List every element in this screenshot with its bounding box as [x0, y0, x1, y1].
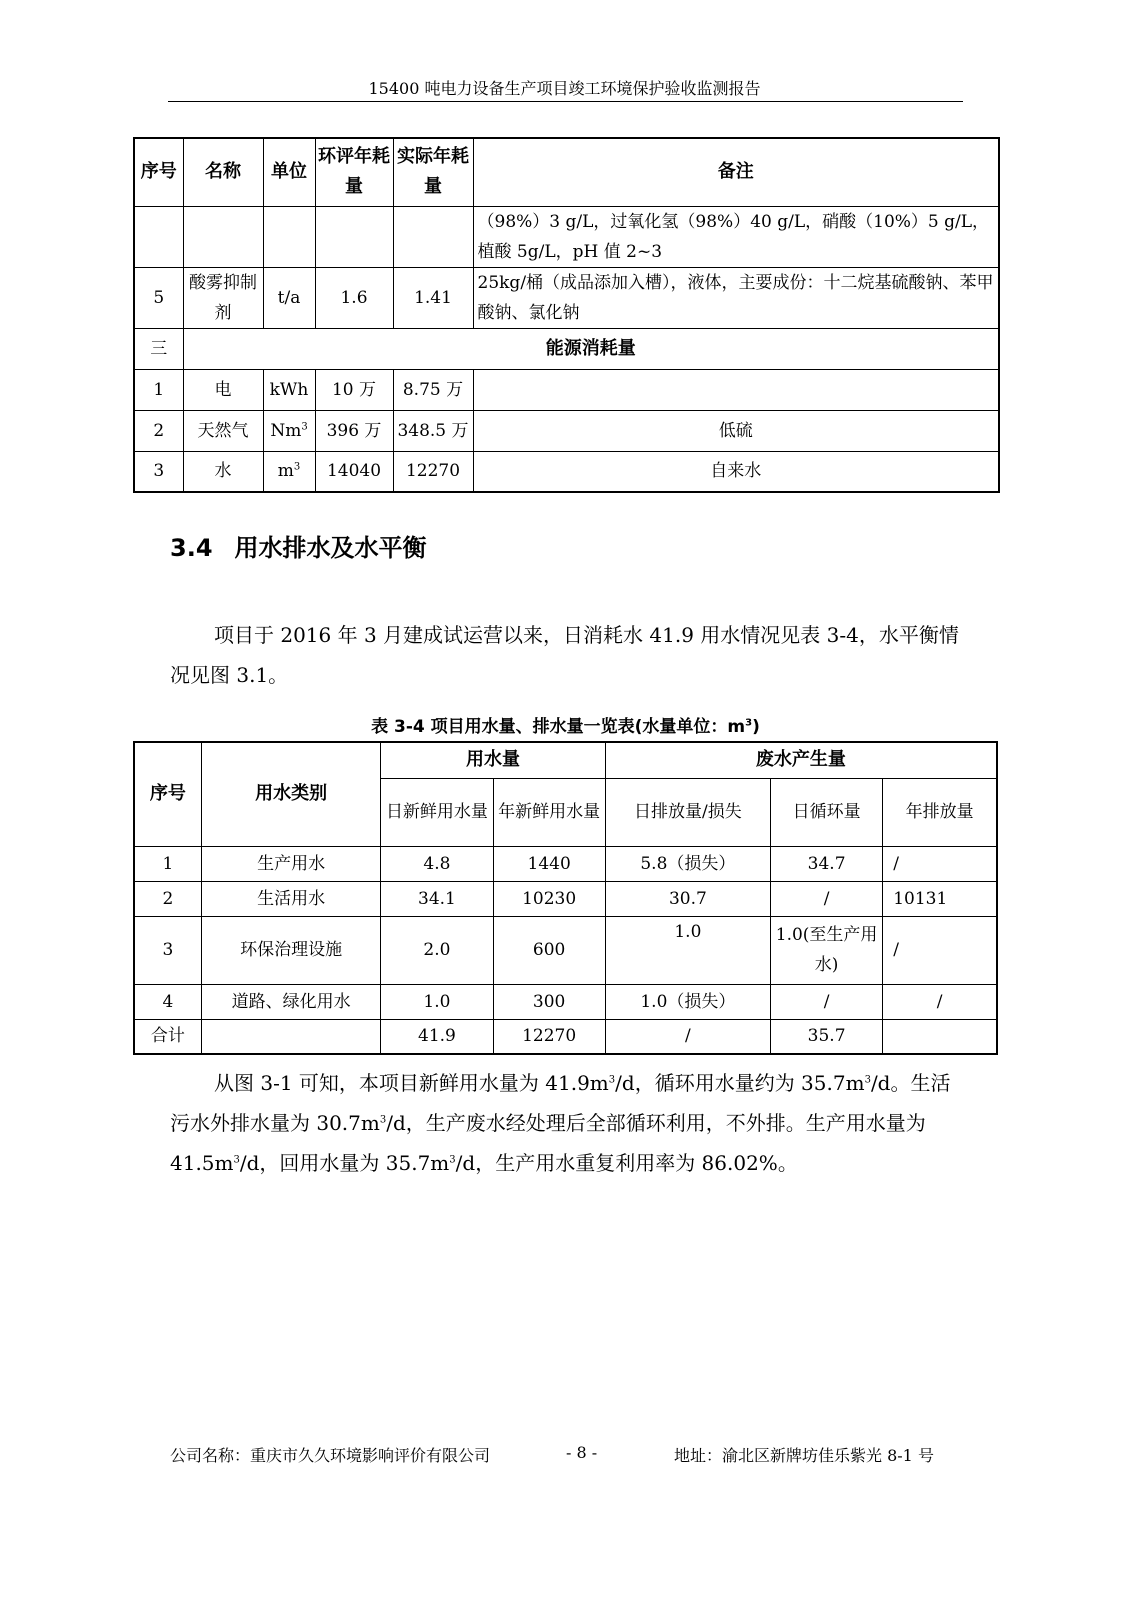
cell-no: 1 — [134, 369, 183, 410]
table-row: 3 环保治理设施 2.0 600 1.0 1.0(至生产用水) / — [134, 916, 997, 984]
table-row: 2 生活用水 34.1 10230 30.7 / 10131 — [134, 881, 997, 916]
table-row: 1 生产用水 4.8 1440 5.8（损失） 34.7 / — [134, 846, 997, 881]
table-caption: 表 3-4 项目用水量、排水量一览表(水量单位：$m^3$) — [371, 717, 760, 737]
section-number: 3.4 — [170, 534, 213, 562]
th-daily-fresh: 日新鲜用水量 — [381, 778, 493, 846]
cell-eia: 10 万 — [315, 369, 393, 410]
table-row: 4 道路、绿化用水 1.0 300 1.0（损失） / / — [134, 984, 997, 1019]
cell-unit: t/a — [263, 267, 315, 328]
cell-unit: Nm$^3$ — [263, 410, 315, 451]
cell-no: 3 — [134, 451, 183, 492]
cell-note: 自来水 — [473, 451, 999, 492]
th-category: 用水类别 — [201, 742, 381, 846]
section-title: 能源消耗量 — [183, 328, 999, 369]
table-row — [134, 410, 999, 451]
footer-page-number: - 8 - — [566, 1443, 598, 1462]
th-eia: 环评年耗量 — [315, 138, 393, 206]
section-row — [134, 328, 999, 369]
cell-no: 5 — [134, 267, 183, 328]
th-wastewater: 废水产生量 — [605, 742, 997, 778]
cell-eia: 396 万 — [315, 410, 393, 451]
table-row — [134, 451, 999, 492]
footer-company: 公司名称：重庆市久久环境影响评价有限公司 — [170, 1446, 491, 1465]
section-heading — [170, 528, 427, 563]
cell-unit: kWh — [263, 369, 315, 410]
cont-note: （98%）3 g/L，过氧化氢（98%）40 g/L，硝酸（10%）5 g/L，植酸 5g/L，pH 值 2~3 — [473, 206, 999, 267]
th-annual-fresh: 年新鲜用水量 — [493, 778, 605, 846]
cell-note: 低硫 — [473, 410, 999, 451]
paragraph-summary: 从图 3-1 可知，本项目新鲜用水量为 $41.9m^3/d$，循环用水量约为 $35.7m^3/d$。生活污水外排水量为 $30.7m^3/d$，生产废水经处理后全部循环利用，不外排。生产用水量为 $41.5m^3/d$，回用水量为 $35.7m^3/d$，生产用水重复利用率为 86.02%。 — [170, 1071, 951, 1175]
cell-actual: 12270 — [393, 451, 473, 492]
paragraph-intro: 项目于 2016 年 3 月建成试运营以来，日消耗水 41.9 用水情况见表 3-4，水平衡情况见图 3.1。 — [170, 623, 959, 687]
cell-actual: 348.5 万 — [393, 410, 473, 451]
cell-note — [473, 369, 999, 410]
th-name: 名称 — [183, 138, 263, 206]
table-row — [134, 206, 999, 267]
header-rule — [168, 101, 963, 102]
th-note: 备注 — [473, 138, 999, 206]
cell-unit: $m^3$ — [263, 451, 315, 492]
page-header-title: 15400 吨电力设备生产项目竣工环境保护验收监测报告 — [368, 79, 761, 98]
cell-eia: 14040 — [315, 451, 393, 492]
th-no: 序号 — [134, 138, 183, 206]
cell-name: 天然气 — [183, 410, 263, 451]
cell-note: 25kg/桶（成品添加入槽），液体，主要成份：十二烷基硫酸钠、苯甲酸钠、氯化钠 — [473, 267, 999, 328]
footer-address: 地址：渝北区新牌坊佳乐紫光 8-1 号 — [674, 1446, 934, 1465]
water-balance-table — [133, 741, 998, 1055]
th-daily-cycle: 日循环量 — [771, 778, 883, 846]
cell-eia: 1.6 — [315, 267, 393, 328]
cell-name: 酸雾抑制剂 — [183, 267, 263, 328]
section-no: 三 — [134, 328, 183, 369]
materials-energy-table — [133, 137, 1000, 493]
section-title: 用水排水及水平衡 — [234, 534, 427, 562]
cell-name: 电 — [183, 369, 263, 410]
th-unit: 单位 — [263, 138, 315, 206]
cell-name: 水 — [183, 451, 263, 492]
table-header-row — [134, 742, 997, 778]
th-annual-discharge: 年排放量 — [883, 778, 997, 846]
table-row — [134, 267, 999, 328]
total-row: 合计 41.9 12270 / 35.7 — [134, 1019, 997, 1054]
th-water-use: 用水量 — [381, 742, 605, 778]
th-daily-discharge: 日排放量/损失 — [605, 778, 770, 846]
cell-actual: 1.41 — [393, 267, 473, 328]
th-actual: 实际年耗量 — [393, 138, 473, 206]
cell-no: 2 — [134, 410, 183, 451]
table-row — [134, 369, 999, 410]
table-header-row — [134, 138, 999, 206]
th-no: 序号 — [134, 742, 201, 846]
cell-actual: 8.75 万 — [393, 369, 473, 410]
